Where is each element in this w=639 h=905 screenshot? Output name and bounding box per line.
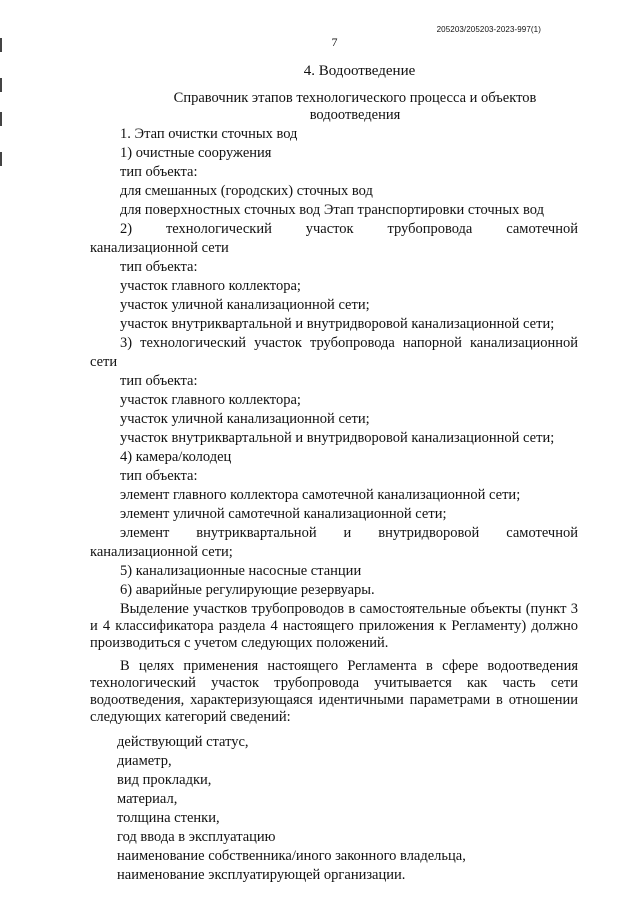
category-item: вид прокладки, bbox=[117, 772, 212, 788]
object-type-label: тип объекта: bbox=[120, 468, 198, 484]
list-item: 2) технологический участок трубопровода самотечной bbox=[120, 221, 578, 237]
paragraph: В целях применения настоящего Регламента в сфере водоотведения технологический участок трубопровода учитывается как часть сети водоотведения, характеризующаяся идентичными параметрами в отношении следующих категорий сведений: bbox=[90, 658, 578, 725]
list-item-continued: канализационной сети; bbox=[90, 544, 233, 560]
list-item: 5) канализационные насосные станции bbox=[120, 563, 362, 579]
category-item: толщина стенки, bbox=[117, 810, 220, 826]
list-item: 6) аварийные регулирующие резервуары. bbox=[120, 582, 375, 598]
document-id: 205203/205203-2023-997(1) bbox=[436, 25, 541, 34]
category-item: диаметр, bbox=[117, 753, 172, 769]
list-item: элемент уличной самотечной канализационной сети; bbox=[120, 506, 447, 522]
list-item: 4) камера/колодец bbox=[120, 449, 232, 465]
list-item-continued: канализационной сети bbox=[90, 240, 229, 256]
category-item: наименование собственника/иного законного владельца, bbox=[117, 848, 466, 864]
object-type-label: тип объекта: bbox=[120, 164, 198, 180]
stage-heading: 1. Этап очистки сточных вод bbox=[120, 126, 298, 142]
category-item: действующий статус, bbox=[117, 734, 249, 750]
list-item: участок главного коллектора; bbox=[120, 278, 301, 294]
list-item: 1) очистные сооружения bbox=[120, 145, 272, 161]
object-type-label: тип объекта: bbox=[120, 373, 198, 389]
list-item: 3) технологический участок трубопровода напорной канализационной bbox=[120, 335, 578, 351]
list-item: для поверхностных сточных вод Этап транспортировки сточных вод bbox=[120, 202, 544, 218]
list-item: элемент главного коллектора самотечной канализационной сети; bbox=[120, 487, 521, 503]
category-item: год ввода в эксплуатацию bbox=[117, 829, 276, 845]
subtitle: Справочник этапов технологического процесса и объектов водоотведения bbox=[173, 90, 537, 123]
category-item: материал, bbox=[117, 791, 178, 807]
category-item: наименование эксплуатирующей организации. bbox=[117, 867, 406, 883]
object-type-label: тип объекта: bbox=[120, 259, 198, 275]
list-item: участок уличной канализационной сети; bbox=[120, 411, 370, 427]
list-item: для смешанных (городских) сточных вод bbox=[120, 183, 373, 199]
page-number: 7 bbox=[331, 35, 338, 49]
list-item: участок внутриквартальной и внутридворовой канализационной сети; bbox=[120, 316, 555, 332]
list-item-continued: сети bbox=[90, 354, 118, 370]
section-title: 4. Водоотведение bbox=[303, 63, 416, 79]
list-item: участок главного коллектора; bbox=[120, 392, 301, 408]
list-item: элемент внутриквартальной и внутридворовой самотечной bbox=[120, 525, 578, 541]
list-item: участок уличной канализационной сети; bbox=[120, 297, 370, 313]
paragraph: Выделение участков трубопроводов в самостоятельные объекты (пункт 3 и 4 классификатора раздела 4 настоящего приложения к Регламенту) должно производиться с учетом следующих положений. bbox=[90, 601, 578, 651]
list-item: участок внутриквартальной и внутридворовой канализационной сети; bbox=[120, 430, 555, 446]
